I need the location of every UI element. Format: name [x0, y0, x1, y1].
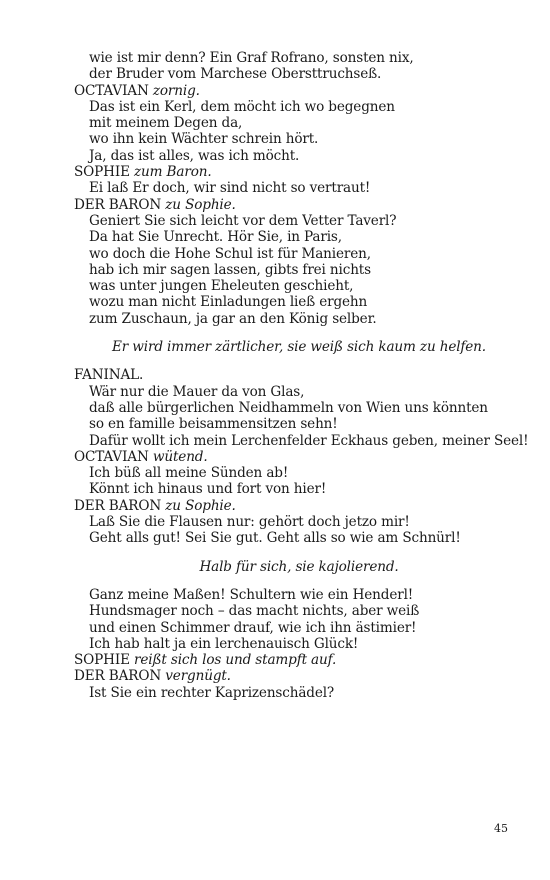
speaker-line — [74, 164, 524, 180]
speaker-name: SOPHIE — [74, 652, 130, 669]
verse-line: Ganz meine Maßen! Schultern wie ein Henderl! — [89, 586, 414, 603]
verse-line: Ich büß all meine Sünden ab! — [89, 465, 289, 482]
verse-line: der Bruder vom Marchese Obersttruchseß. — [89, 66, 382, 83]
speaker-line — [74, 652, 524, 668]
stage-direction: Halb für sich, sie kajolierend. — [199, 558, 399, 575]
speaker-line — [74, 83, 524, 99]
speaker-line — [74, 367, 524, 383]
stanza-gap — [74, 575, 524, 587]
speaker-direction: zornig. — [152, 82, 200, 99]
speaker-name: FANINAL. — [74, 367, 144, 384]
verse-line: daß alle bürgerlichen Neidhammeln von Wien uns könnten — [89, 399, 488, 416]
verse-line: Ei laß Er doch, wir sind nicht so vertraut! — [89, 180, 371, 197]
speaker-direction: zu Sophie. — [165, 196, 236, 213]
play-text — [74, 50, 529, 701]
verse-line: Ist Sie ein rechter Kaprizenschädel? — [89, 684, 335, 701]
speaker-line — [74, 668, 524, 684]
verse-line: so en famille beisammensitzen sehn! — [89, 416, 338, 433]
verse-line: Geniert Sie sich leicht vor dem Vetter Taverl? — [89, 212, 397, 229]
stanza-gap — [74, 547, 524, 559]
stage-direction: Er wird immer zärtlicher, sie weiß sich kaum zu helfen. — [112, 339, 486, 356]
speaker-name: DER BARON — [74, 196, 162, 213]
verse-line: zum Zuschaun, ja gar an den König selber. — [89, 310, 377, 327]
verse-line: wo doch die Hohe Schul ist für Manieren, — [89, 245, 371, 262]
speaker-name: DER BARON — [74, 668, 162, 685]
speaker-name: SOPHIE — [74, 164, 130, 181]
verse-line: mit meinem Degen da, — [89, 115, 243, 132]
verse-line: Wär nur die Mauer da von Glas, — [89, 383, 305, 400]
speaker-direction: zum Baron. — [134, 164, 212, 181]
verse-line: Ich hab halt ja ein lerchenauisch Glück! — [89, 635, 359, 652]
verse-line: Geht alls gut! Sei Sie gut. Geht alls so wie am Schnürl! — [89, 530, 461, 547]
verse-line: Dafür wollt ich mein Lerchenfelder Eckhaus geben, meiner Seel! — [89, 432, 529, 449]
verse-line: und einen Schimmer drauf, wie ich ihn ästimier! — [89, 619, 417, 636]
verse-line: was unter jungen Eheleuten geschieht, — [89, 278, 354, 295]
speaker-name: OCTAVIAN — [74, 448, 149, 465]
stanza-gap — [74, 355, 524, 367]
speaker-line — [74, 197, 524, 213]
verse-line: wie ist mir denn? Ein Graf Rofrano, sonsten nix, — [89, 50, 414, 66]
verse-line: Da hat Sie Unrecht. Hör Sie, in Paris, — [89, 229, 342, 246]
verse-line: hab ich mir sagen lassen, gibts frei nichts — [89, 261, 371, 278]
speaker-direction: wütend. — [152, 448, 208, 465]
verse-line: Laß Sie die Flausen nur: gehört doch jetzo mir! — [89, 514, 410, 531]
verse-line: Könnt ich hinaus und fort von hier! — [89, 481, 327, 498]
verse-line: Ja, das ist alles, was ich möcht. — [89, 147, 300, 164]
page-number: 45 — [494, 822, 508, 835]
stanza-gap — [74, 327, 524, 339]
speaker-direction: zu Sophie. — [165, 497, 236, 514]
verse-line: wozu man nicht Einladungen ließ ergehn — [89, 294, 368, 311]
speaker-name: DER BARON — [74, 497, 162, 514]
verse-line: Hundsmager noch – das macht nichts, aber weiß — [89, 603, 420, 620]
speaker-line — [74, 449, 524, 465]
verse-line: wo ihn kein Wächter schrein hört. — [89, 131, 319, 148]
speaker-line — [74, 498, 524, 514]
verse-line: Das ist ein Kerl, dem möcht ich wo begegnen — [89, 98, 395, 115]
speaker-name: OCTAVIAN — [74, 82, 149, 99]
speaker-direction: vergnügt. — [165, 668, 231, 685]
speaker-direction: reißt sich los und stampft auf. — [134, 652, 337, 669]
